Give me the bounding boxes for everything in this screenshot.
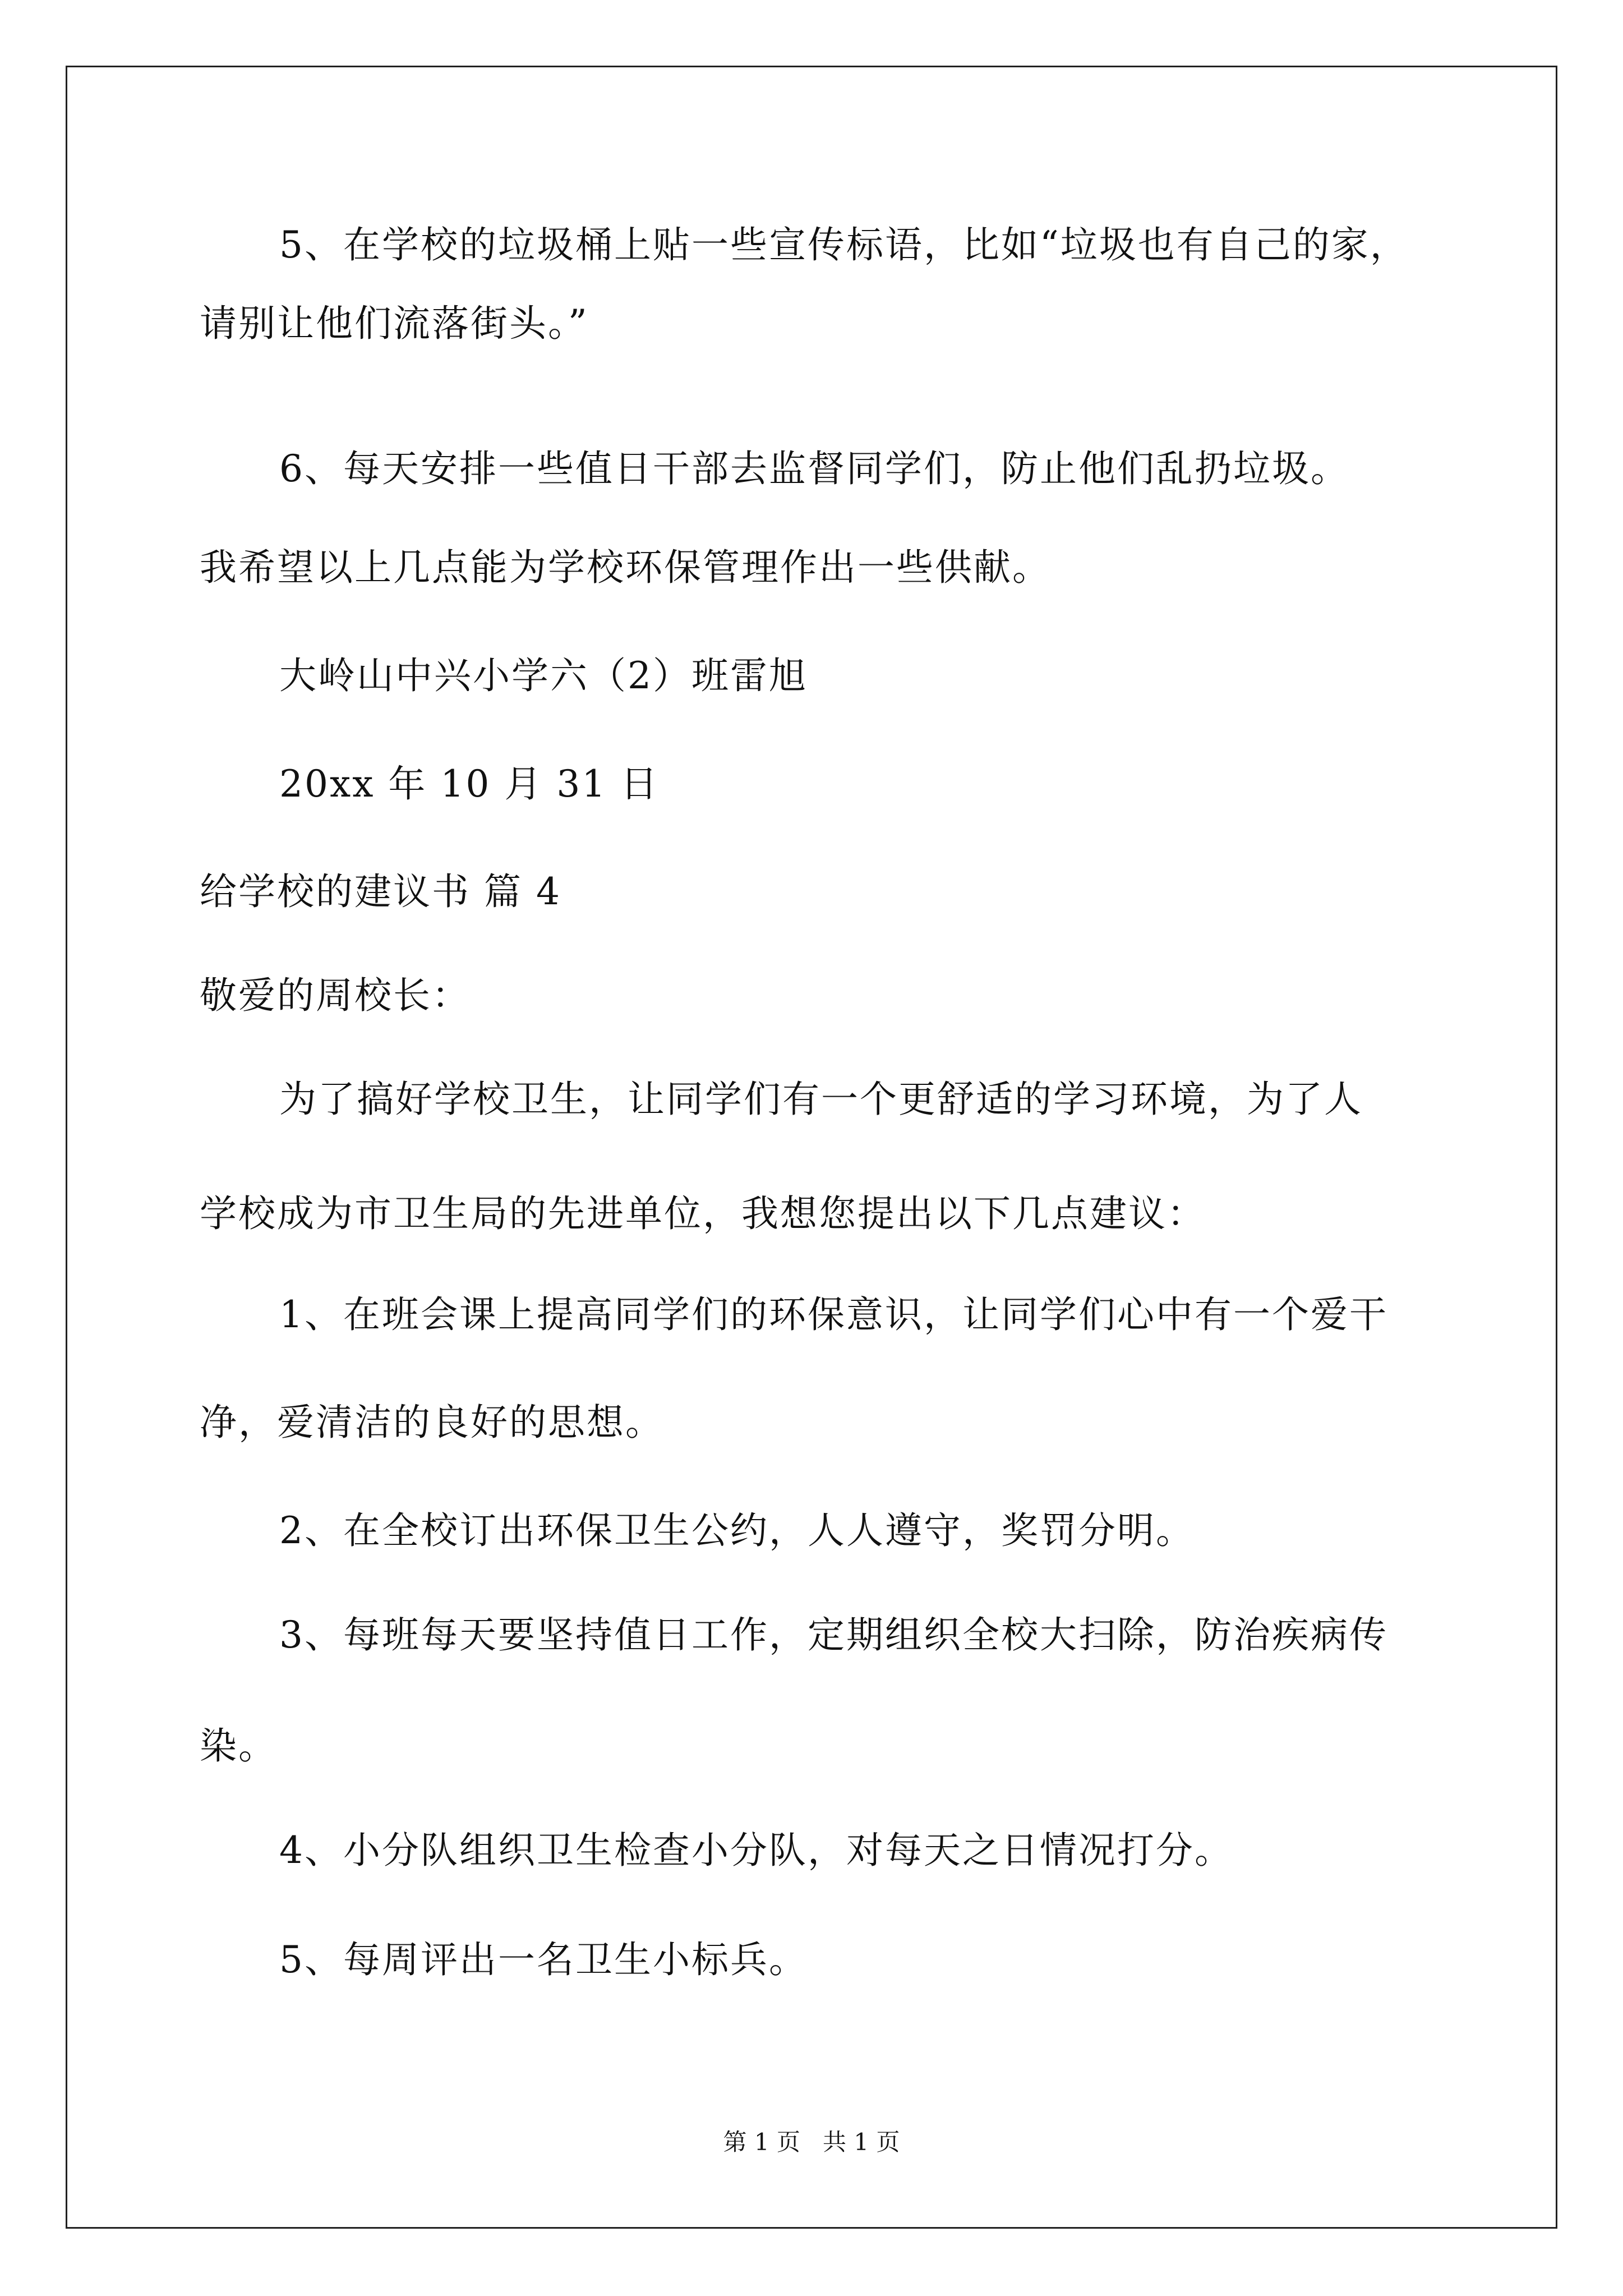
paragraph-line: 5、在学校的垃圾桶上贴一些宣传标语，比如“垃圾也有自己的家， [279, 223, 1409, 266]
paragraph-line: 6、每天安排一些值日干部去监督同学们，防止他们乱扔垃圾。 [279, 447, 1349, 490]
list-item-line: 4、小分队组织卫生检查小分队，对每天之日情况打分。 [279, 1829, 1233, 1872]
list-item-line: 染。 [200, 1724, 277, 1768]
date-line: 20xx 年 10 月 31 日 [279, 762, 660, 806]
list-item-line: 1、在班会课上提高同学们的环保意识，让同学们心中有一个爱干 [279, 1293, 1388, 1336]
paragraph-line: 请别让他们流落街头。” [200, 302, 589, 345]
list-item-line: 3、每班每天要坚持值日工作，定期组织全校大扫除，防治疾病传 [279, 1613, 1388, 1657]
paragraph-line: 为了搞好学校卫生，让同学们有一个更舒适的学习环境，为了人 [279, 1078, 1363, 1121]
list-item-line: 2、在全校订出环保卫生公约，人人遵守，奖罚分明。 [279, 1509, 1195, 1552]
page-border [66, 66, 1557, 2229]
page-footer: 第 1 页 共 1 页 [723, 2128, 900, 2156]
signature-line: 大岭山中兴小学六（2）班雷旭 [279, 654, 808, 697]
section-heading: 给学校的建议书 篇 4 [200, 870, 561, 913]
list-item-line: 5、每周评出一名卫生小标兵。 [279, 1938, 808, 1981]
paragraph-line: 学校成为市卫生局的先进单位，我想您提出以下几点建议： [200, 1192, 1206, 1235]
salutation-line: 敬爱的周校长： [200, 974, 471, 1017]
list-item-line: 净，爱清洁的良好的思想。 [200, 1401, 664, 1444]
paragraph-line: 我希望以上几点能为学校环保管理作出一些供献。 [200, 546, 1051, 589]
